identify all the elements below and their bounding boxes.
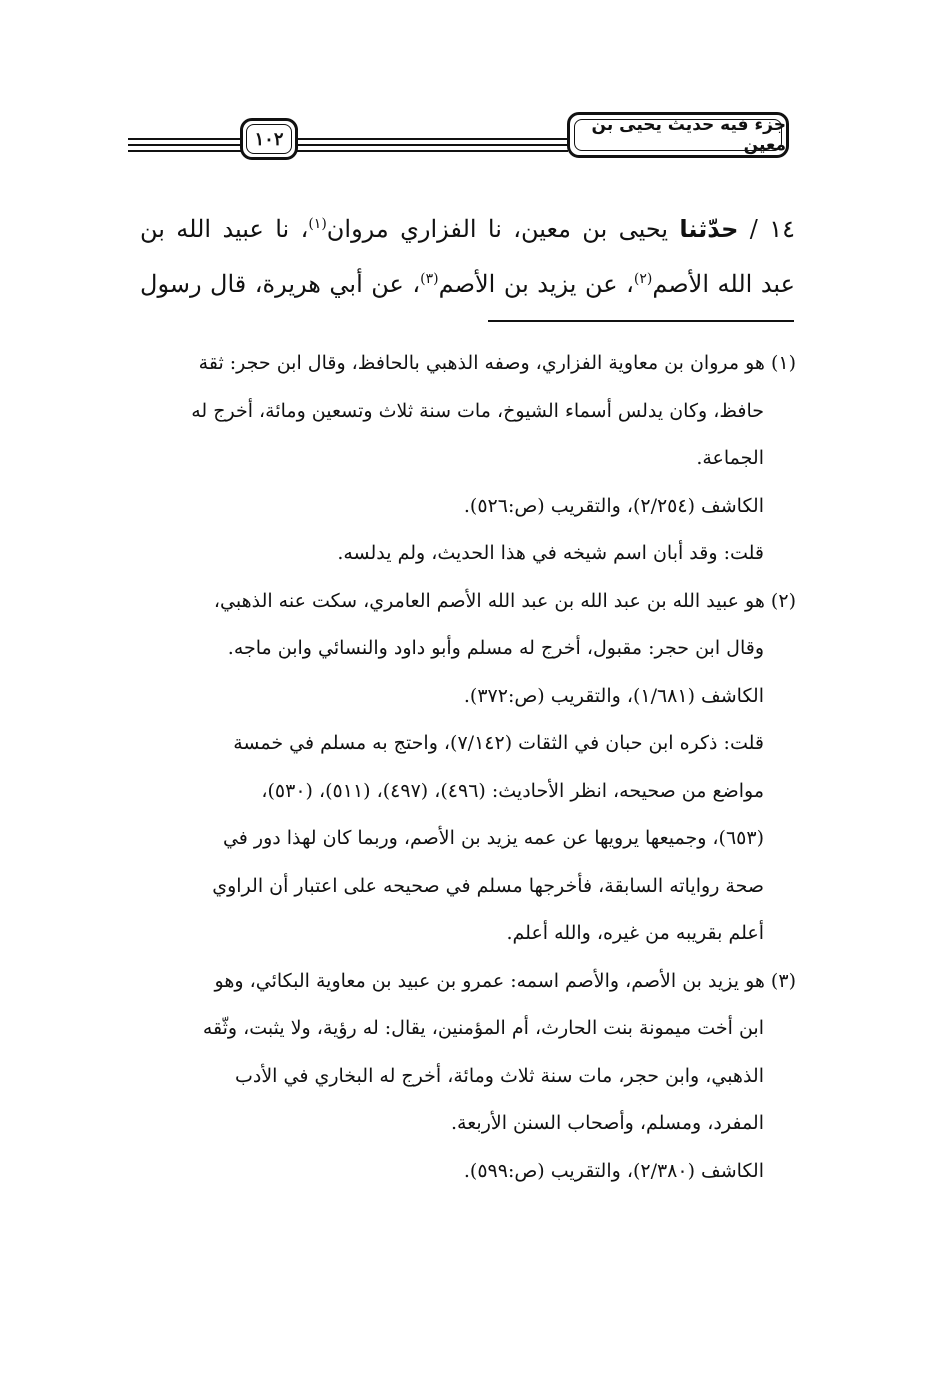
hadith-line-2-text-b: ، عن يزيد بن الأصم bbox=[438, 270, 634, 298]
footnote-line: أعلم بقريبه من غيره، والله أعلم. bbox=[506, 922, 764, 944]
hadith-text bbox=[140, 202, 795, 312]
footnote-line: الجماعة. bbox=[696, 447, 764, 469]
hadith-number: ١٤ / bbox=[749, 215, 795, 243]
haddathana-word: حدّثنا bbox=[679, 215, 739, 243]
footnote-line: الكاشف (٢/٣٨٠)، والتقريب (ص:٥٩٩). bbox=[463, 1159, 764, 1182]
page-number-box bbox=[240, 118, 298, 160]
book-title-box bbox=[567, 112, 789, 158]
footnote-line: صحة رواياته السابقة، فأخرجها مسلم في صحيحه على اعتبار أن الراوي bbox=[212, 874, 764, 897]
header-rule-top bbox=[128, 138, 568, 140]
footnote-line: قلت: ذكره ابن حبان في الثقات (٧/١٤٢)، واحتج به مسلم في خمسة bbox=[233, 732, 764, 754]
page-number: ١٠٢ bbox=[254, 128, 284, 150]
hadith-line-2-text-a: عبد الله الأصم bbox=[652, 270, 795, 298]
header-rule-bottom bbox=[128, 150, 568, 152]
hadith-line-1-text-b: ، نا عبيد الله بن bbox=[140, 215, 309, 243]
footnote-ref-1[interactable]: (١) bbox=[308, 216, 327, 232]
footnote-line: المفرد، ومسلم، وأصحاب السنن الأربعة. bbox=[451, 1112, 764, 1134]
footnote-line: (٢) هو عبيد الله بن عبد الله بن عبد الله الأصم العامري، سكت عنه الذهبي، bbox=[213, 589, 796, 612]
footnote-line: (١) هو مروان بن معاوية الفزاري، وصفه الذهبي بالحافظ، وقال ابن حجر: ثقة bbox=[198, 352, 796, 374]
hadith-line-2 bbox=[140, 257, 795, 312]
footnote-line: الذهبي، وابن حجر، مات سنة ثلاث ومائة، أخرج له البخاري في الأدب bbox=[234, 1064, 764, 1087]
footnote-line: (٦٥٣)، وجميعها يرويها عن عمه يزيد بن الأصم، وربما كان لهذا دور في bbox=[222, 827, 764, 849]
footnote-line: مواضع من صحيحه، انظر الأحاديث: (٤٩٦)، (٤٩٧)، (٥١١)، (٥٣٠)، bbox=[261, 779, 764, 802]
footnote-line: الكاشف (٢/٢٥٤)، والتقريب (ص:٥٢٦). bbox=[463, 494, 764, 517]
footnotes-section bbox=[140, 340, 796, 1195]
hadith-line-2-text-c: ، عن أبي هريرة، قال رسول bbox=[140, 270, 421, 298]
footnote-line: الكاشف (١/٦٨١)، والتقريب (ص:٣٧٢). bbox=[463, 684, 764, 707]
footnote-line: حافظ، وكان يدلس أسماء الشيوخ، مات سنة ثلاث وتسعين ومائة، أخرج له bbox=[191, 399, 764, 422]
footnote-line: قلت: وقد أبان اسم شيخه في هذا الحديث، ولم يدلسه. bbox=[337, 542, 764, 564]
footnote-line: (٣) هو يزيد بن الأصم، والأصم اسمه: عمرو بن عبيد بن معاوية البكائي، وهو bbox=[214, 969, 796, 992]
footnote-ref-3[interactable]: (٣) bbox=[420, 271, 439, 287]
footnote-line: ابن أخت ميمونة بنت الحارث، أم المؤمنين، يقال: له رؤية، ولا يثبت، وثّقه bbox=[202, 1017, 764, 1039]
footnote-separator bbox=[488, 320, 794, 322]
book-title: جزء فيه حديث يحيى بن معين bbox=[591, 115, 786, 155]
hadith-line-1 bbox=[140, 202, 795, 257]
footnote-ref-2[interactable]: (٢) bbox=[633, 271, 653, 287]
header-rule-middle bbox=[128, 144, 568, 146]
footnote-line: وقال ابن حجر: مقبول، أخرج له مسلم وأبو داود والنسائي وابن ماجه. bbox=[227, 637, 764, 659]
hadith-line-1-text-a: يحيى بن معين، نا الفزاري مروان bbox=[326, 215, 669, 243]
